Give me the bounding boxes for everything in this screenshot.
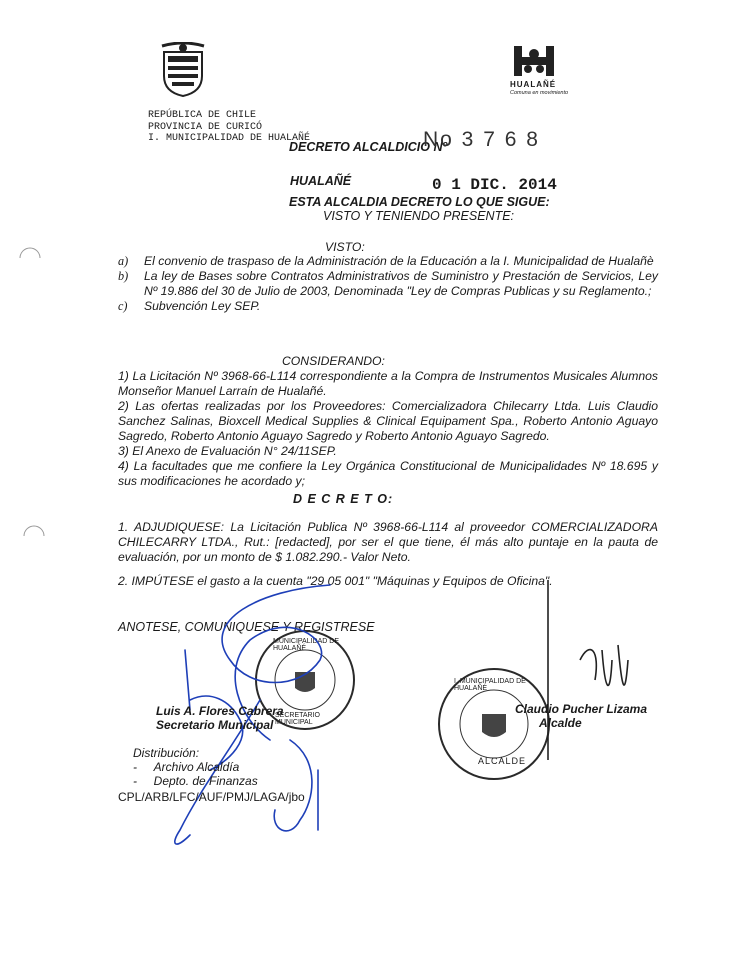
decreto-item-1: 1. ADJUDIQUESE: La Licitación Publica Nº 3968-66-L114 al proveedor COMERCIALIZADORA CHILECARRY LTDA., Rut.: [redacted], por ser el que tiene, él más alto puntaje en la pauta de evaluación, por un monto de $ 1.082.290.- Valor Neto. (118, 520, 658, 564)
mayor-stamp: I. MUNICIPALIDAD DE HUALAÑÉ ALCALDE (438, 668, 550, 780)
distribution-initials: CPL/ARB/LFC/AUF/PMJ/LAGA/jbo (118, 790, 305, 804)
visto-item: a) El convenio de traspaso de la Administración de la Educación a la I. Municipalidad de Hualañè (118, 254, 654, 268)
punch-hole-icon (18, 246, 42, 270)
considerando-item: 4) La facultades que me confiere la Ley Orgánica Constitucional de Municipalidades Nº 18.695 y sus modificaciones he acordado y; (118, 459, 658, 488)
logo-name: HUALAÑÉ (510, 80, 557, 89)
secretary-signature (156, 704, 284, 732)
decreto-item-2: 2. IMPÚTESE el gasto a la cuenta "29 05 001" "Máquinas y Equipos de Oficina". (118, 574, 553, 588)
decreto-heading: D E C R E T O: (293, 492, 394, 506)
distribution-item: - Depto. de Finanzas (133, 774, 258, 788)
decree-number: No 3 7 6 8 (423, 128, 540, 151)
visto-item: b) La ley de Bases sobre Contratos Administrativos de Suministro y Prestación de Servicios, Ley Nº 19.886 del 30 de Julio de 2003, Denominada "Ley de Compras Publicas y su Reglamento.; (118, 269, 658, 298)
distribution-item: - Archivo Alcaldía (133, 760, 240, 774)
decree-title: DECRETO ALCALDICIO Nº (289, 140, 448, 154)
considerando-heading: CONSIDERANDO: (282, 354, 385, 368)
distribution-heading: Distribución: (133, 746, 200, 760)
distribution-block (133, 746, 258, 788)
header-province: PROVINCIA DE CURICÓ (148, 121, 263, 133)
secretary-stamp: MUNICIPALIDAD DE HUALAÑÉ SECRETARIO MUNICIPAL (255, 630, 355, 730)
mayor-signature (515, 702, 647, 730)
logo-tagline: Comuna en movimiento (510, 90, 569, 96)
header-municipality: I. MUNICIPALIDAD DE HUALAÑÉ (148, 133, 311, 144)
considerando-item: 1) La Licitación Nº 3968-66-L114 correspondiente a la Compra de Instrumentos Musicales Alumnos Monseñor Manuel Larraín de Hualañé. (118, 369, 658, 398)
considerando-item: 2) Las ofertas realizadas por los Proveedores: Comercializadora Chilecarry Ltda. Luis Claudio Sanchez Salinas, Bioxcell Medical Supplies & Clinical Equipament Spa., Roberto Antonio Aguayo Sagredo, Roberto Antonio Aguayo Sagredo y Roberto Antonio Aguayo Sagredo. (118, 399, 658, 443)
mayor-title: Alcalde (539, 716, 582, 730)
visto-heading: VISTO: (325, 240, 365, 254)
decree-sub: VISTO Y TENIENDO PRESENTE: (323, 209, 515, 223)
decree-intro: ESTA ALCALDIA DECRETO LO QUE SIGUE: (289, 195, 550, 209)
decree-date: 0 1 DIC. 2014 (432, 176, 557, 194)
secretary-name: Luis A. Flores Cabrera (156, 704, 284, 718)
header-republic: REPÚBLICA DE CHILE (148, 110, 257, 121)
punch-hole-icon (22, 524, 46, 548)
considerando-item: 3) El Anexo de Evaluación N° 24/11SEP. (118, 444, 337, 458)
visto-item: c) Subvención Ley SEP. (118, 299, 261, 313)
secretary-title: Secretario Municipal (156, 718, 274, 732)
decree-place: HUALAÑÉ (290, 174, 352, 188)
closing-text: ANOTESE, COMUNIQUESE Y REGISTRESE (118, 620, 375, 634)
mayor-name: Claudio Pucher Lizama (515, 702, 648, 716)
